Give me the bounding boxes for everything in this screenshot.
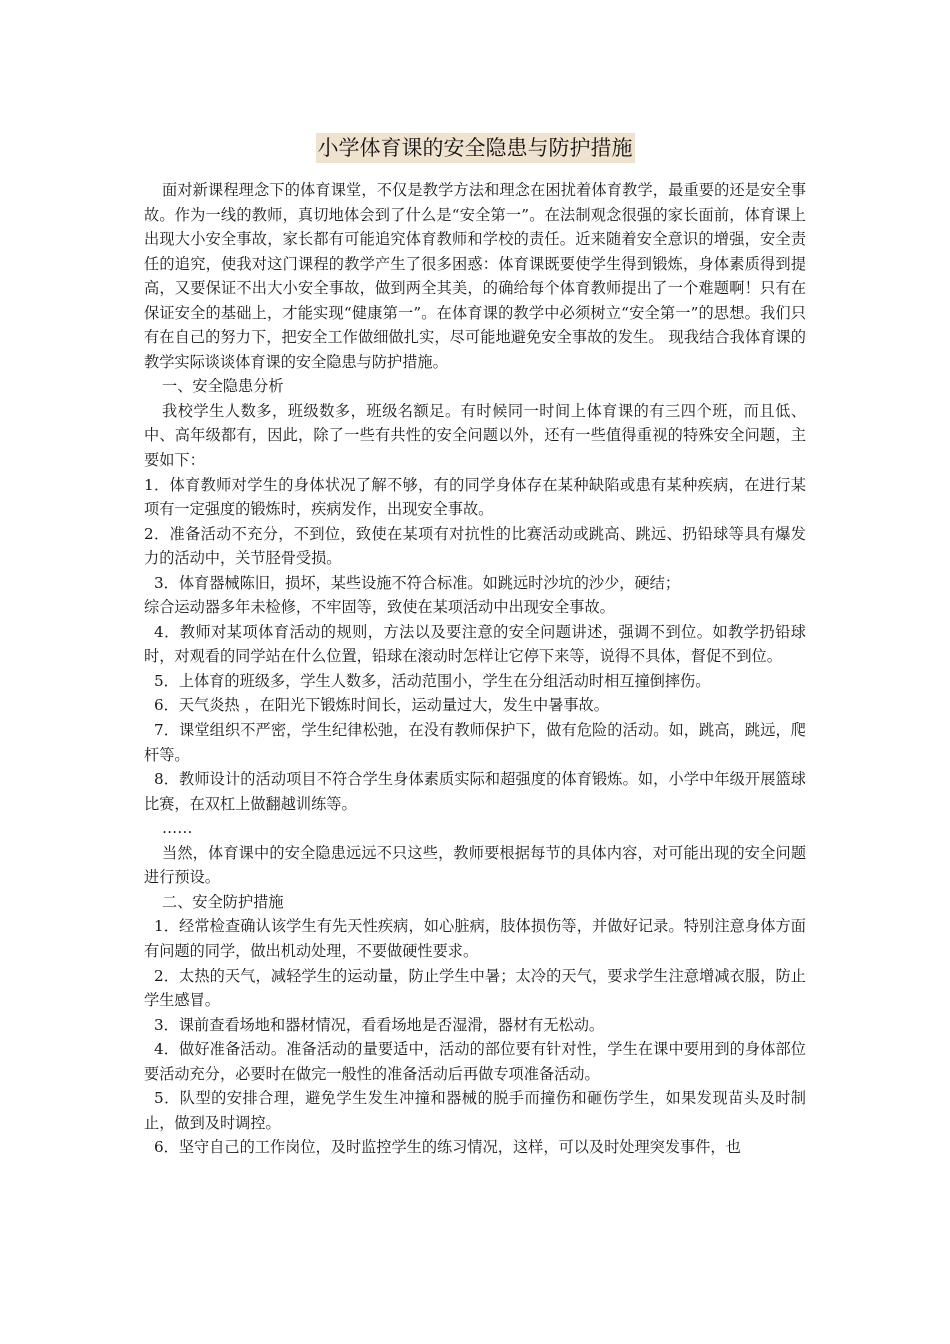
list-item: 7．课堂组织不严密，学生纪律松弛，在没有教师保护下，做有危险的活动。如，跳高，跳远，爬杆等。 bbox=[144, 721, 806, 764]
list-item: 1．经常检查确认该学生有先天性疾病，如心脏病，肢体损伤等，并做好记录。特别注意身体方面有问题的同学，做出机动处理，不要做硬性要求。 bbox=[144, 917, 806, 960]
document-title: 小学体育课的安全隐患与防护措施 bbox=[316, 133, 635, 163]
section-heading-measures: 二、安全防护措施 bbox=[162, 892, 284, 911]
intro-paragraph: 面对新课程理念下的体育课堂，不仅是教学方法和理念在困扰着体育教学，最重要的还是安全事故。作为一线的教师，真切地体会到了什么是“安全第一”。在法制观念很强的家长面前，体育课上出现大小安全事故，家长都有可能追究体育教师和学校的责任。近来随着安全意识的增强，安全责任的追究，使我对这门课程的教学产生了很多困惑：体育课既要使学生得到锻炼，身体素质得到提高，又要保证不出大小安全事故，做到两全其美，的确给每个体育教师提出了一个难题啊！只有在保证安全的基础上，才能实现“健康第一”。在体育课的教学中必须树立“安全第一”的思想。我们只有在自己的努力下，把安全工作做细做扎实，尽可能地避免安全事故的发生。 现我结合我体育课的教学实际谈谈体育课的安全隐患与防护措施。 bbox=[144, 181, 806, 371]
list-item: 6．坚守自己的工作岗位，及时监控学生的练习情况，这样，可以及时处理突发事件，也 bbox=[154, 1138, 741, 1157]
list-item: 6．天气炎热 ，在阳光下锻炼时间长，运动量过大，发生中暑事故。 bbox=[154, 696, 609, 715]
list-item: 5．队型的安排合理，避免学生发生冲撞和器械的脱手而撞伤和砸伤学生，如果发现苗头及时制止，做到及时调控。 bbox=[144, 1089, 806, 1132]
ellipsis: …… bbox=[162, 819, 193, 838]
list-item: 8．教师设计的活动项目不符合学生身体素质实际和超强度的体育锻炼。如，小学中年级开展篮球比赛，在双杠上做翻越训练等。 bbox=[144, 770, 806, 813]
list-item: 4．做好准备活动。准备活动的量要适中，活动的部位要有针对性，学生在课中要用到的身体部位要活动充分，必要时在做完一般性的准备活动后再做专项准备活动。 bbox=[144, 1040, 806, 1083]
list-item: 3．体育器械陈旧，损坏，某些设施不符合标准。如跳远时沙坑的沙少，硬结； bbox=[154, 573, 681, 592]
paragraph: 综合运动器多年未检修，不牢固等，致使在某项活动中出现安全事故。 bbox=[144, 598, 615, 617]
list-item: 4．教师对某项体育活动的规则，方法以及要注意的安全问题讲述，强调不到位。如教学扔铅球时，对观看的同学站在什么位置，铅球在滚动时怎样让它停下来等，说得不具体，督促不到位。 bbox=[144, 622, 806, 666]
paragraph: 我校学生人数多，班级数多，班级名额足。有时候同一时间上体育课的有三四个班，而且低、中、高年级都有，因此，除了一些有共性的安全问题以外，还有一些值得重视的特殊安全问题，主要如下： bbox=[144, 401, 806, 470]
list-item: 3．课前查看场地和器材情况，看看场地是否湿滑，器材有无松动。 bbox=[154, 1015, 605, 1034]
section-heading-hazards: 一、安全隐患分析 bbox=[162, 377, 284, 396]
list-item: 1．体育教师对学生的身体状况了解不够，有的同学身体存在某种缺陷或患有某种疾病，在进行某项有一定强度的锻炼时，疾病发作，出现安全事故。 bbox=[144, 475, 806, 519]
document-body bbox=[144, 178, 806, 1160]
paragraph: 当然，体育课中的安全隐患远远不只这些，教师要根据每节的具体内容，对可能出现的安全问题进行预设。 bbox=[144, 843, 806, 887]
list-item: 5．上体育的班级多，学生人数多，活动范围小，学生在分组活动时相互撞倒摔伤。 bbox=[154, 671, 711, 690]
list-item: 2．太热的天气，减轻学生的运动量，防止学生中暑；太冷的天气，要求学生注意增减衣服，防止学生感冒。 bbox=[144, 966, 806, 1010]
list-item: 2．准备活动不充分，不到位，致使在某项有对抗性的比赛活动或跳高、跳远、扔铅球等具有爆发力的活动中，关节胫骨受损。 bbox=[144, 524, 806, 568]
title-container bbox=[0, 133, 950, 163]
